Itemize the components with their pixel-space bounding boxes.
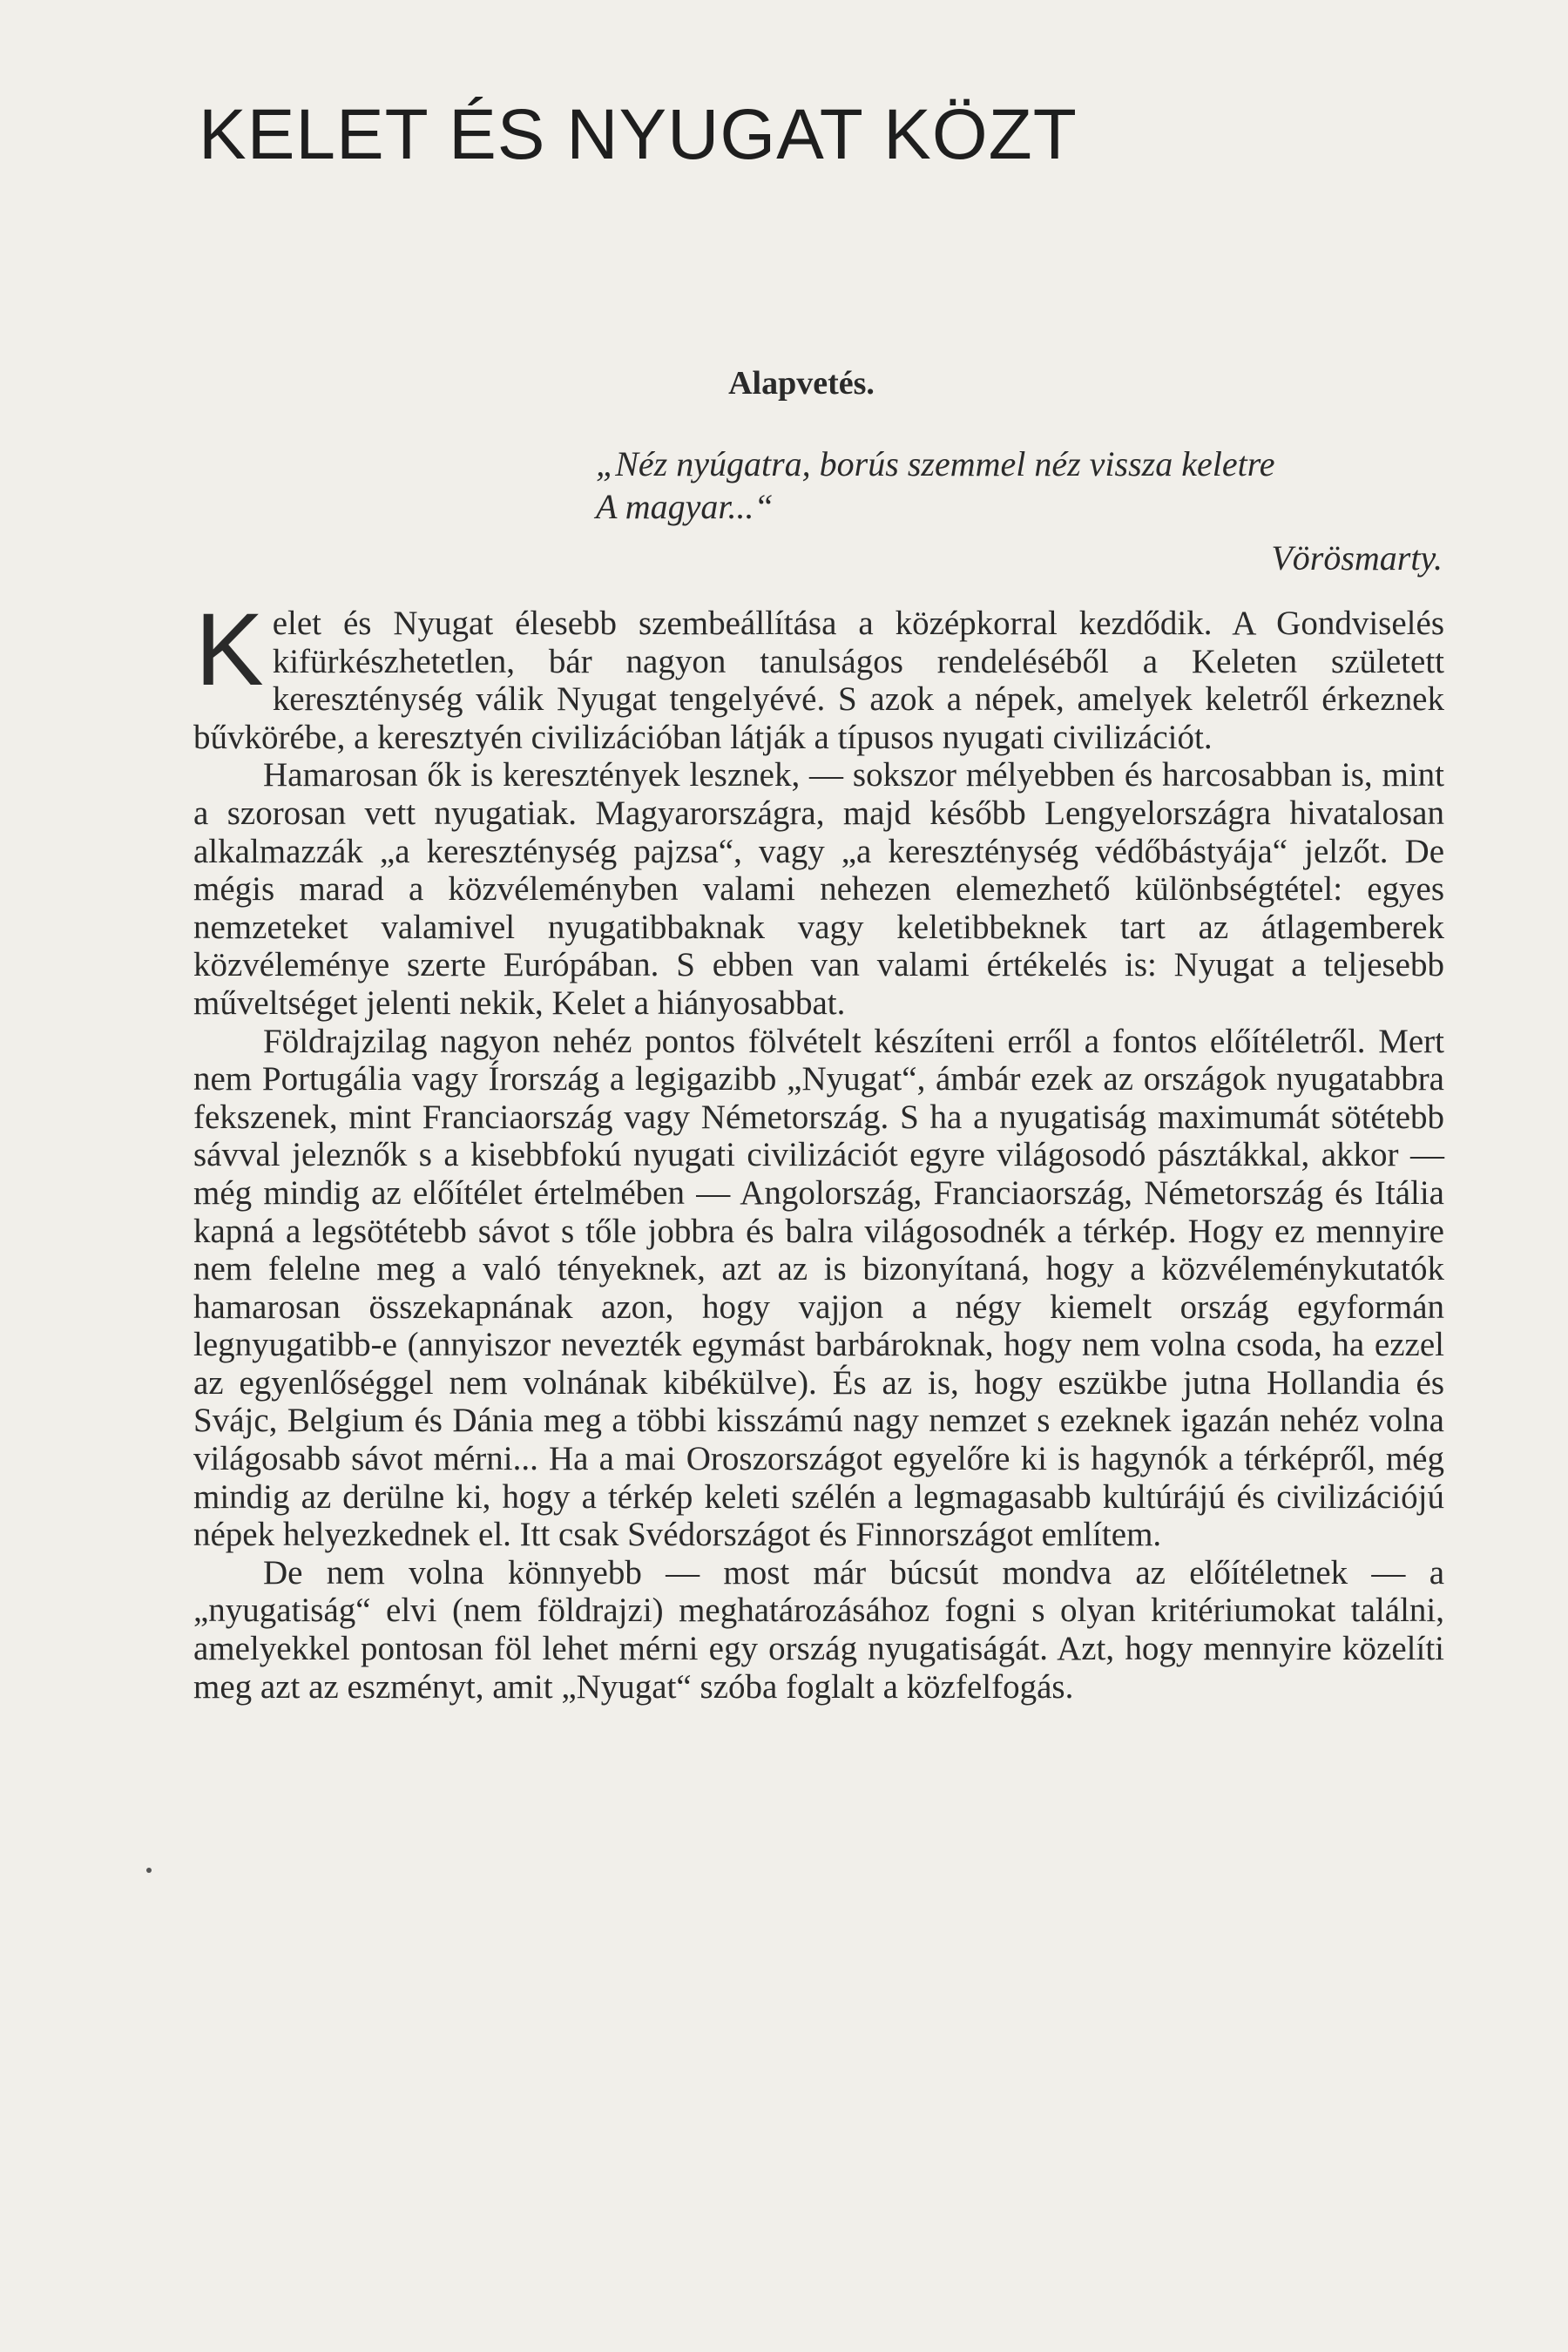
paragraph-1: [193, 592, 1444, 756]
paragraph-4: De nem volna könnyebb — most már búcsút mondva az előítéletnek — a „nyugatiság“ elvi (nem földrajzi) meghatározásához fogni s olyan kritériumokat találni, amelyekkel pontosan föl lehet mérni egy ország nyugatiságát. Azt, hogy mennyire közelíti meg azt az eszményt, amit „Nyugat“ szóba foglalt a közfelfogás.: [193, 1553, 1444, 1706]
paragraph-1-text: elet és Nyugat élesebb szembeállítása a középkorral kezdődik. A Gondviselés kifürkészhetetlen, bár nagyon tanulságos rendeléséből a Keleten született kereszténység válik Nyugat tengelyévé. S azok a népek, amelyek keletről érkeznek bűvkörébe, a keresztyén civilizációban látják a típusos nyugati civilizációt.: [193, 605, 1444, 756]
drop-cap: K: [195, 592, 264, 707]
paragraph-3: Földrajzilag nagyon nehéz pontos fölvételt készíteni erről a fontos előítéletről. Mert nem Portugália vagy Írország a legigazibb „Nyugat“, ámbár ezek az országok nyugatabbra fekszenek, mint Franciaország vagy Németország. S ha a nyugatiság maximumát sötétebb sávval jeleznők s a kisebbfokú nyugati civilizációt egyre világosodó pásztákkal, akkor — még mindig az előítélet értelmében — Angolország, Franciaország, Németország és Itália kapná a legsötétebb sávot s tőle jobbra és balra világosodnék a térkép. Hogy ez mennyire nem felelne meg a való tényeknek, azt az is bizonyítaná, hogy a közvéleménykutatók hamarosan összekapnának azon, hogy vajjon a négy kiemelt ország egyformán legnyugatibb-e (annyiszor nevezték egymást barbároknak, hogy nem volna csoda, ha ezzel az egyenlőséggel nem volnának kibékülve). És az is, hogy eszükbe jutna Hollandia és Svájc, Belgium és Dánia meg a többi kisszámú nagy nemzet s ezeknek igazán nehéz volna világosabb sávot mérni... Ha a mai Oroszországot egyelőre ki is hagynók a térképről, még mindig az derülne ki, hogy a térkép keleti szélén a legmagasabb kultúrájú és civilizációjú népek helyezkednek el. Itt csak Svédországot és Finnországot említem.: [193, 1022, 1444, 1554]
body-text: [193, 592, 1444, 1706]
chapter-title: KELET ÉS NYUGAT KÖZT: [199, 95, 1078, 174]
epigraph-line-1: „Néz nyúgatra, borús szemmel néz vissza keletre: [596, 444, 1275, 483]
section-subtitle: Alapvetés.: [728, 365, 875, 402]
paragraph-2: Hamarosan ők is keresztények lesznek, — sokszor mélyebben és harcosabban is, mint a szorosan vett nyugatiak. Magyarországra, majd később Lengyelországra hivatalosan alkalmazzák „a kereszténység pajzsa“, vagy „a kereszténység védőbástyája“ jelzőt. De mégis marad a közvéleményben valami nehezen elemezhető különbségtétel: egyes nemzeteket valamivel nyugatibbaknak vagy keletibbeknek tart az átlagemberek közvéleménye szerte Európában. S ebben van valami értékelés is: Nyugat a teljesebb műveltséget jelenti nekik, Kelet a hiányosabbat.: [193, 756, 1444, 1022]
epigraph-line-2: A magyar...“: [596, 487, 774, 526]
epigraph: [596, 443, 1443, 579]
epigraph-author: Vörösmarty.: [1271, 538, 1443, 578]
margin-dot: [146, 1868, 152, 1873]
